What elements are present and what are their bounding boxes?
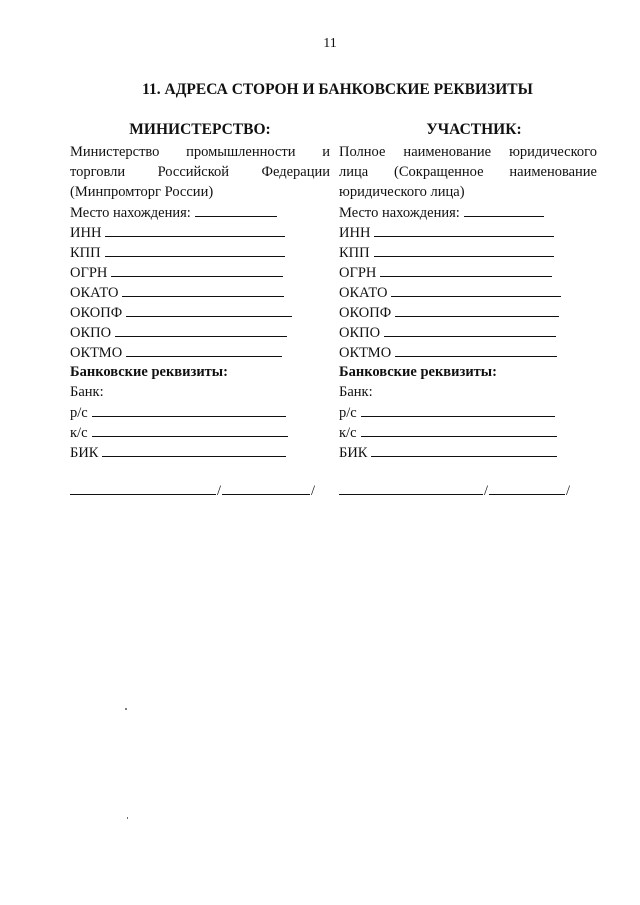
okpo-label: ОКПО <box>70 325 112 341</box>
inn-label: ИНН <box>339 225 371 241</box>
ministry-heading: МИНИСТЕРСТВО: <box>129 121 271 138</box>
participant-bank-details-row <box>339 362 597 382</box>
participant-bank-row <box>339 382 597 402</box>
signature-name-field[interactable] <box>222 480 310 495</box>
ministry-rs-row <box>70 402 330 422</box>
okopf-field[interactable] <box>395 302 559 317</box>
location-field[interactable] <box>195 202 277 217</box>
ministry-column <box>70 120 330 462</box>
oktmo-field[interactable] <box>126 342 282 357</box>
ministry-kpp-row <box>70 242 330 262</box>
ks-label: к/с <box>70 425 88 441</box>
participant-oktmo-row <box>339 342 597 362</box>
bank-label: Банк: <box>70 384 104 400</box>
participant-name: Полное наименование юридического лица (Сокращенное наименование юридического лица) <box>339 144 597 200</box>
bik-label: БИК <box>70 445 99 461</box>
inn-field[interactable] <box>105 222 285 237</box>
ministry-okopf-row <box>70 302 330 322</box>
kpp-label: КПП <box>339 245 370 261</box>
okato-label: ОКАТО <box>70 285 119 301</box>
ministry-bank-details-row <box>70 362 330 382</box>
participant-okato-row <box>339 282 597 302</box>
bank-details-label: Банковские реквизиты: <box>339 364 497 380</box>
ministry-okato-row <box>70 282 330 302</box>
participant-heading: УЧАСТНИК: <box>426 121 522 138</box>
okato-field[interactable] <box>391 282 561 297</box>
signature-field[interactable] <box>339 480 483 495</box>
ministry-bik-row <box>70 442 330 462</box>
kpp-field[interactable] <box>374 242 554 257</box>
location-field[interactable] <box>464 202 544 217</box>
signature-separator: / <box>217 483 222 499</box>
okpo-field[interactable] <box>115 322 287 337</box>
rs-field[interactable] <box>361 402 555 417</box>
scan-speck <box>127 817 128 819</box>
kpp-field[interactable] <box>105 242 285 257</box>
ogrn-label: ОГРН <box>339 265 377 281</box>
signature-separator: / <box>566 483 571 499</box>
signature-field[interactable] <box>70 480 216 495</box>
rs-field[interactable] <box>92 402 286 417</box>
ogrn-field[interactable] <box>111 262 283 277</box>
okato-label: ОКАТО <box>339 285 388 301</box>
ogrn-field[interactable] <box>380 262 552 277</box>
bank-details-label: Банковские реквизиты: <box>70 364 228 380</box>
ministry-ogrn-row <box>70 262 330 282</box>
bik-label: БИК <box>339 445 368 461</box>
participant-ogrn-row <box>339 262 597 282</box>
inn-label: ИНН <box>70 225 102 241</box>
oktmo-field[interactable] <box>395 342 557 357</box>
oktmo-label: ОКТМО <box>70 345 123 361</box>
oktmo-label: ОКТМО <box>339 345 392 361</box>
ministry-ks-row <box>70 422 330 442</box>
bik-field[interactable] <box>102 442 286 457</box>
okpo-field[interactable] <box>384 322 556 337</box>
inn-field[interactable] <box>374 222 554 237</box>
signature-separator: / <box>484 483 489 499</box>
signature-name-field[interactable] <box>489 480 565 495</box>
ministry-inn-row <box>70 222 330 242</box>
ministry-name: Министерство промышленности и торговли Российской Федерации (Минпромторг России) <box>70 144 330 200</box>
okopf-label: ОКОПФ <box>70 305 123 321</box>
okpo-label: ОКПО <box>339 325 381 341</box>
section-title: 11. АДРЕСА СТОРОН И БАНКОВСКИЕ РЕКВИЗИТЫ <box>142 81 533 98</box>
rs-label: р/с <box>70 405 88 421</box>
participant-inn-row <box>339 222 597 242</box>
kpp-label: КПП <box>70 245 101 261</box>
ministry-okpo-row <box>70 322 330 342</box>
participant-rs-row <box>339 402 597 422</box>
okopf-field[interactable] <box>126 302 292 317</box>
participant-ks-row <box>339 422 597 442</box>
bank-label: Банк: <box>339 384 373 400</box>
bik-field[interactable] <box>371 442 557 457</box>
page-number: 11 <box>323 36 337 51</box>
participant-bik-row <box>339 442 597 462</box>
ks-field[interactable] <box>361 422 557 437</box>
scan-speck <box>125 708 127 710</box>
ministry-signature-line <box>70 480 316 498</box>
participant-okopf-row <box>339 302 597 322</box>
ministry-location-row <box>70 202 330 222</box>
participant-column <box>339 120 597 462</box>
ks-field[interactable] <box>92 422 288 437</box>
participant-kpp-row <box>339 242 597 262</box>
ks-label: к/с <box>339 425 357 441</box>
location-label: Место нахождения: <box>70 205 191 221</box>
participant-okpo-row <box>339 322 597 342</box>
ministry-oktmo-row <box>70 342 330 362</box>
ministry-bank-row <box>70 382 330 402</box>
rs-label: р/с <box>339 405 357 421</box>
okopf-label: ОКОПФ <box>339 305 392 321</box>
participant-signature-line <box>339 480 571 498</box>
location-label: Место нахождения: <box>339 205 460 221</box>
okato-field[interactable] <box>122 282 284 297</box>
ogrn-label: ОГРН <box>70 265 108 281</box>
participant-location-row <box>339 202 597 222</box>
signature-separator: / <box>311 483 316 499</box>
